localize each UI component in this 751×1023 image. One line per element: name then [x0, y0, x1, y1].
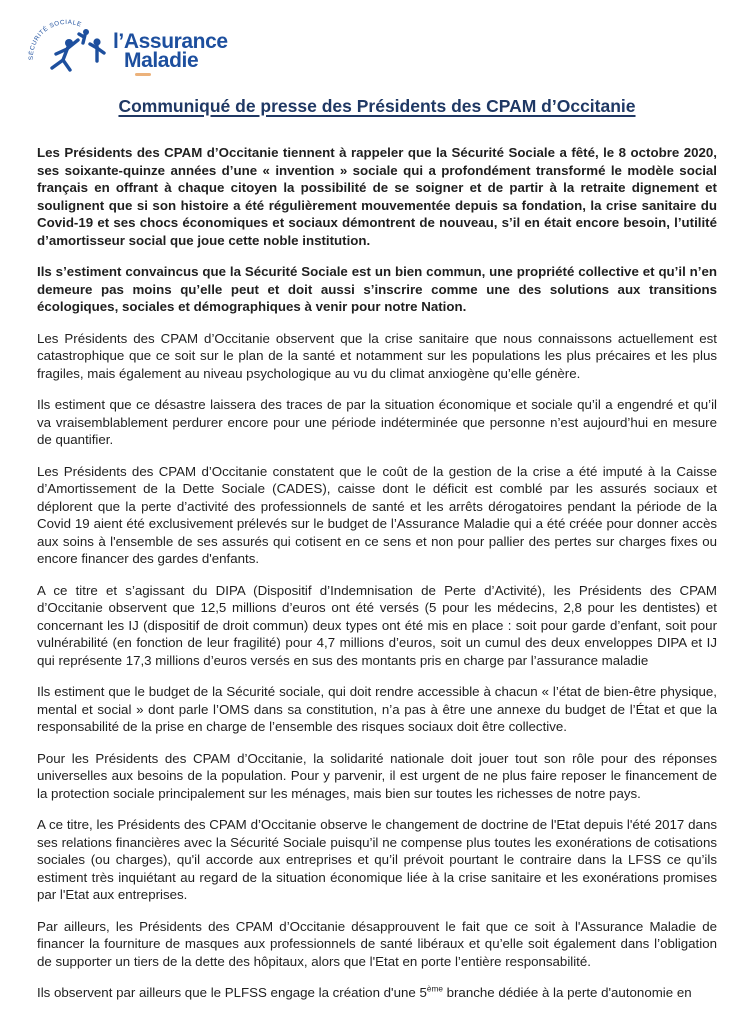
- paragraph-11-start: Ils observent par ailleurs que le PLFSS engage la création d'une 5: [37, 985, 427, 1000]
- paragraph-6: A ce titre et s’agissant du DIPA (Dispositif d’Indemnisation de Perte d’Activité), les Présidents des CPAM d’Occitanie observent que 12,5 millions d’euros ont été versés (5 pour les médecins, 2,8 pour les dentistes) et concernant les IJ (dispositif de droit commun) deux types ont été mis en place : soit pour garde d’enfant, soit pour vulnérabilité (en fonction de leur fragilité) pour 4,7 millions d’euros, soit un cumul des deux enveloppes DIPA et IJ qui représente 17,3 millions d’euros versés en sus des montants pris en charge par l’assurance maladie: [37, 582, 717, 668]
- ordinal-superscript: ème: [426, 984, 443, 994]
- logo-line-maladie: Maladie: [124, 49, 199, 72]
- securite-sociale-figures-icon: [23, 18, 119, 84]
- paragraph-1: Les Présidents des CPAM d’Occitanie tiennent à rappeler que la Sécurité Sociale a fêté, le 8 octobre 2020, ses soixante-quinze années d’une « invention » sociale qui a profondément transformé le modèle social français en offrant à chaque citoyen la possibilité de se soigner et de partir à la retraite dignement et soulignent que si son histoire a été régulièrement mouvementée depuis sa fondation, la crise sanitaire du Covid-19 et ses chocs économiques et sociaux démontrent de nouveau, s’il en était encore besoin, l’utilité d’amortisseur social que joue cette noble institution.: [37, 145, 717, 248]
- paragraph-7: Ils estiment que le budget de la Sécurité sociale, qui doit rendre accessible à chacun « l’état de bien-être physique, mental et social » dont parle l’OMS dans sa constitution, n’a pas à être une annexe du budget de l’État et que la responsabilité de la prise en charge de l’ensemble des risques sociaux doit être collective.: [37, 684, 717, 734]
- logo-accent-dash: [135, 73, 151, 76]
- paragraph-8: Pour les Présidents des CPAM d’Occitanie, la solidarité nationale doit jouer tout son rôle pour des réponses universelles aux besoins de la population. Pour y parvenir, il est urgent de ne plus faire reposer le financement de la protection sociale principalement sur les ménages, mais bien sur toutes les richesses de notre pays.: [37, 750, 717, 801]
- paragraph-11: [37, 984, 717, 1002]
- logo-arc-text: SÉCURITÉ SOCIALE: [27, 18, 83, 61]
- assurance-maladie-logo: [23, 18, 717, 84]
- paragraph-4: Ils estiment que ce désastre laissera des traces de par la situation économique et sociale qu’il a engendré et qu’il va vraisemblablement perdurer encore pour une période indéterminée que personne n’est aujourd’hui en mesure de quantifier.: [37, 397, 717, 447]
- paragraph-5: Les Présidents des CPAM d’Occitanie constatent que le coût de la gestion de la crise a été imputé à la Caisse d’Amortissement de la Dette Sociale (CADES), caisse dont le déficit est comblé par les assurés sociaux et déplorent que la perte d’activité des professionnels de santé et les arrêts dérogatoires pendant la période de la Covid 19 aient été exclusivement prélevés sur le budget de l’Assurance Maladie qui a été créée pour donner accès aux soins à l'ensemble de ses assurés qui cotisent en ce sens et non pour pallier des pertes sur charges fixes ou encore financer des gardes d'enfants.: [37, 463, 717, 566]
- paragraph-11-end: branche dédiée à la perte d'autonomie en: [442, 985, 692, 1000]
- page-title: Communiqué de presse des Présidents des CPAM d’Occitanie: [118, 96, 636, 116]
- logo-wordmark: [113, 32, 228, 76]
- paragraph-9: A ce titre, les Présidents des CPAM d’Occitanie observe le changement de doctrine de l'Etat depuis l'été 2017 dans ses relations financières avec la Sécurité Sociale puisqu’il ne compense plus toutes les exonérations de cotisations sociales (ou charges), qu'il accorde aux entreprises et qu’il prévoit pourtant le contraire dans la LFSS ce qu’ils estiment très inquiétant au regard de la situation économique liée à la crise sanitaire et les exonérations promises par l'Etat aux entreprises.: [37, 817, 717, 902]
- paragraph-2: Ils s’estiment convaincus que la Sécurité Sociale est un bien commun, une propriété collective et qu’il n’en demeure pas moins qu’elle peut et doit aussi s’inscrire comme une des solutions aux transitions écologiques, sociales et démographiques à venir pour notre Nation.: [37, 264, 717, 314]
- paragraph-10: Par ailleurs, les Présidents des CPAM d’Occitanie désapprouvent le fait que ce soit à l'Assurance Maladie de financer la fourniture de masques aux professionnels de santé libéraux et qu’elle soit également dans l’obligation de supporter un tiers de la dette des hôpitaux, alors que l'Etat en porte l’entière responsabilité.: [37, 918, 717, 969]
- paragraph-3: Les Présidents des CPAM d’Occitanie observent que la crise sanitaire que nous connaissons actuellement est catastrophique que ce soit sur le plan de la santé et notamment sur les populations les plus précaires et les plus fragiles, mais également au niveau psychologique au vu du climat anxiogène qu’elle génère.: [37, 330, 717, 381]
- press-release-body: [37, 144, 717, 1002]
- logo-line-assurance: l’Assurance: [113, 30, 228, 53]
